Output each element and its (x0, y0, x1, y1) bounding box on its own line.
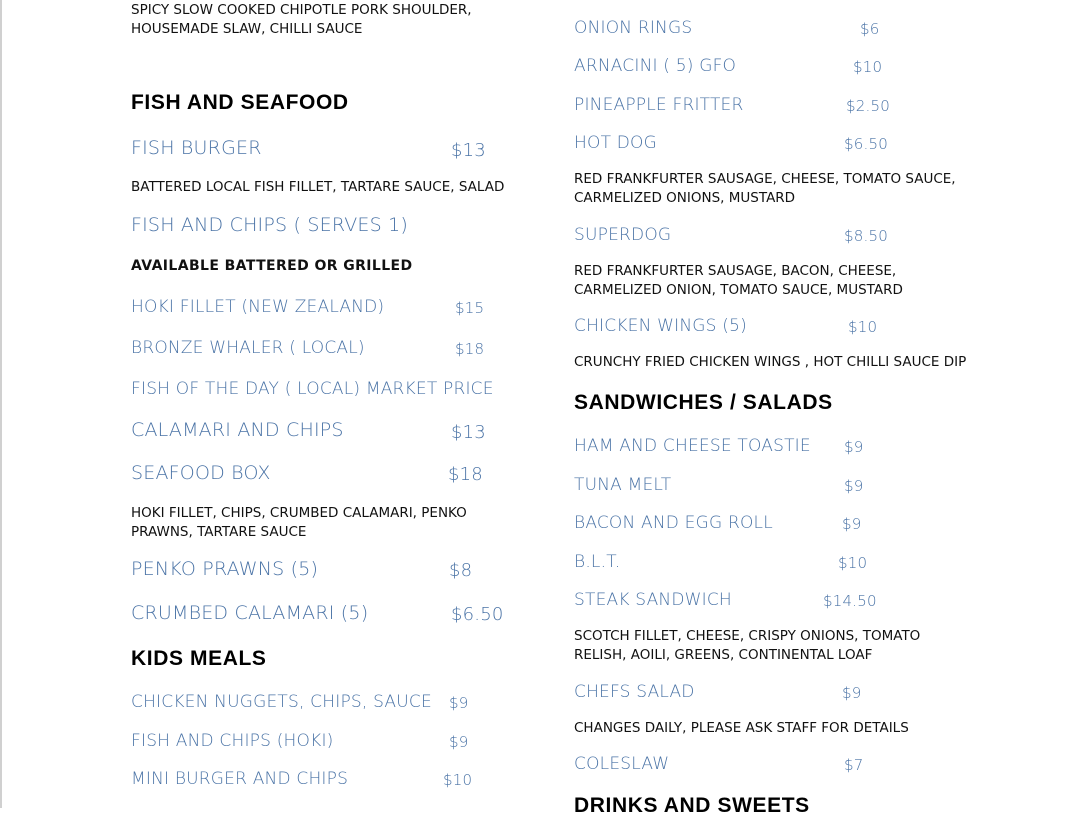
menu-item-price: $7 (844, 756, 864, 774)
item-description: SCOTCH FILLET, CHEESE, CRISPY ONIONS, TOMATO (574, 628, 921, 644)
menu-item-name: BACON AND EGG ROLL (574, 513, 773, 533)
menu-item-price: $9 (449, 733, 469, 751)
section-heading-drinks-and-sweets: DRINKS AND SWEETS (574, 794, 810, 817)
section-heading-sandwiches-salads: SANDWICHES / SALADS (574, 391, 833, 414)
menu-item-name: FISH AND CHIPS ( SERVES 1) (131, 214, 408, 236)
menu-item-name: ARNACINI ( 5) GFO (574, 56, 737, 76)
item-description: SPICY SLOW COOKED CHIPOTLE PORK SHOULDER, (131, 2, 472, 18)
item-description: RELISH, AOILI, GREENS, CONTINENTAL LOAF (574, 647, 873, 663)
menu-item-name: MINI BURGER AND CHIPS (131, 769, 349, 789)
menu-item-price: $13 (451, 140, 486, 161)
menu-item-price: $13 (451, 422, 486, 443)
menu-item-name: STEAK SANDWICH (574, 590, 732, 610)
menu-item-name: CALAMARI AND CHIPS (131, 419, 344, 441)
menu-item-price: $10 (853, 58, 883, 76)
item-description: BATTERED LOCAL FISH FILLET, TARTARE SAUCE, SALAD (131, 179, 505, 195)
menu-item-name: BRONZE WHALER ( LOCAL) (131, 338, 365, 358)
menu-note: AVAILABLE BATTERED OR GRILLED (131, 258, 413, 274)
item-description: CARMELIZED ONION, TOMATO SAUCE, MUSTARD (574, 282, 903, 298)
menu-item-price: $9 (842, 684, 862, 702)
item-description: HOUSEMADE SLAW, CHILLI SAUCE (131, 21, 363, 37)
menu-item-price: $6.50 (844, 135, 888, 153)
menu-item-price: $10 (443, 771, 473, 789)
menu-item-price: $6.50 (451, 604, 504, 625)
menu-item-price: $9 (449, 694, 469, 712)
item-description: CARMELIZED ONIONS, MUSTARD (574, 190, 796, 206)
menu-item-name: HOKI FILLET (NEW ZEALAND) (131, 297, 385, 317)
menu-item-name: HOT DOG (574, 133, 657, 153)
menu-item-name: CHICKEN WINGS (5) (574, 316, 747, 336)
menu-item-price: $10 (848, 318, 878, 336)
menu-item-price: $6 (860, 20, 880, 38)
menu-item-name: PENKO PRAWNS (5) (131, 558, 319, 580)
item-description: HOKI FILLET, CHIPS, CRUMBED CALAMARI, PENKO (131, 505, 467, 521)
menu-item-name: HAM AND CHEESE TOASTIE (574, 436, 811, 456)
menu-item-name: TUNA MELT (574, 475, 672, 495)
menu-item-name: FISH AND CHIPS (HOKI) (131, 731, 334, 751)
menu-item-price: $9 (844, 477, 864, 495)
section-heading-fish-and-seafood: FISH AND SEAFOOD (131, 91, 349, 114)
menu-item-price: $8 (449, 560, 473, 581)
item-description: CRUNCHY FRIED CHICKEN WINGS , HOT CHILLI SAUCE DIP (574, 354, 967, 370)
menu-item-name: CHEFS SALAD (574, 682, 695, 702)
menu-item-price: $9 (844, 438, 864, 456)
menu-item-price: $18 (455, 340, 485, 358)
menu-item-price: $14.50 (823, 592, 877, 610)
menu-item-name: PINEAPPLE FRITTER (574, 95, 744, 115)
menu-item-name: FISH BURGER (131, 137, 262, 159)
item-description: RED FRANKFURTER SAUSAGE, BACON, CHEESE, (574, 263, 897, 279)
menu-item-name: ONION RINGS (574, 18, 693, 38)
page-edge (0, 0, 2, 808)
menu-item-name: SUPERDOG (574, 225, 672, 245)
menu-item-price: $10 (838, 554, 868, 572)
item-description: RED FRANKFURTER SAUSAGE, CHEESE, TOMATO SAUCE, (574, 171, 956, 187)
menu-item-name: CRUMBED CALAMARI (5) (131, 602, 369, 624)
menu-item-price: $2.50 (846, 97, 890, 115)
item-description: PRAWNS, TARTARE SAUCE (131, 524, 307, 540)
menu-item-name: CHICKEN NUGGETS, CHIPS, SAUCE (131, 692, 432, 712)
menu-item-price: $8.50 (844, 227, 888, 245)
section-heading-kids-meals: KIDS MEALS (131, 647, 267, 670)
menu-item-price: $15 (455, 299, 485, 317)
menu-item-price: $9 (842, 515, 862, 533)
menu-item-name: SEAFOOD BOX (131, 462, 271, 484)
menu-item-name: COLESLAW (574, 754, 670, 774)
menu-item-name: B.L.T. (574, 552, 621, 572)
menu-item-name: FISH OF THE DAY ( LOCAL) MARKET PRICE (131, 379, 494, 399)
item-description: CHANGES DAILY, PLEASE ASK STAFF FOR DETAILS (574, 720, 909, 736)
menu-item-price: $18 (448, 464, 483, 485)
